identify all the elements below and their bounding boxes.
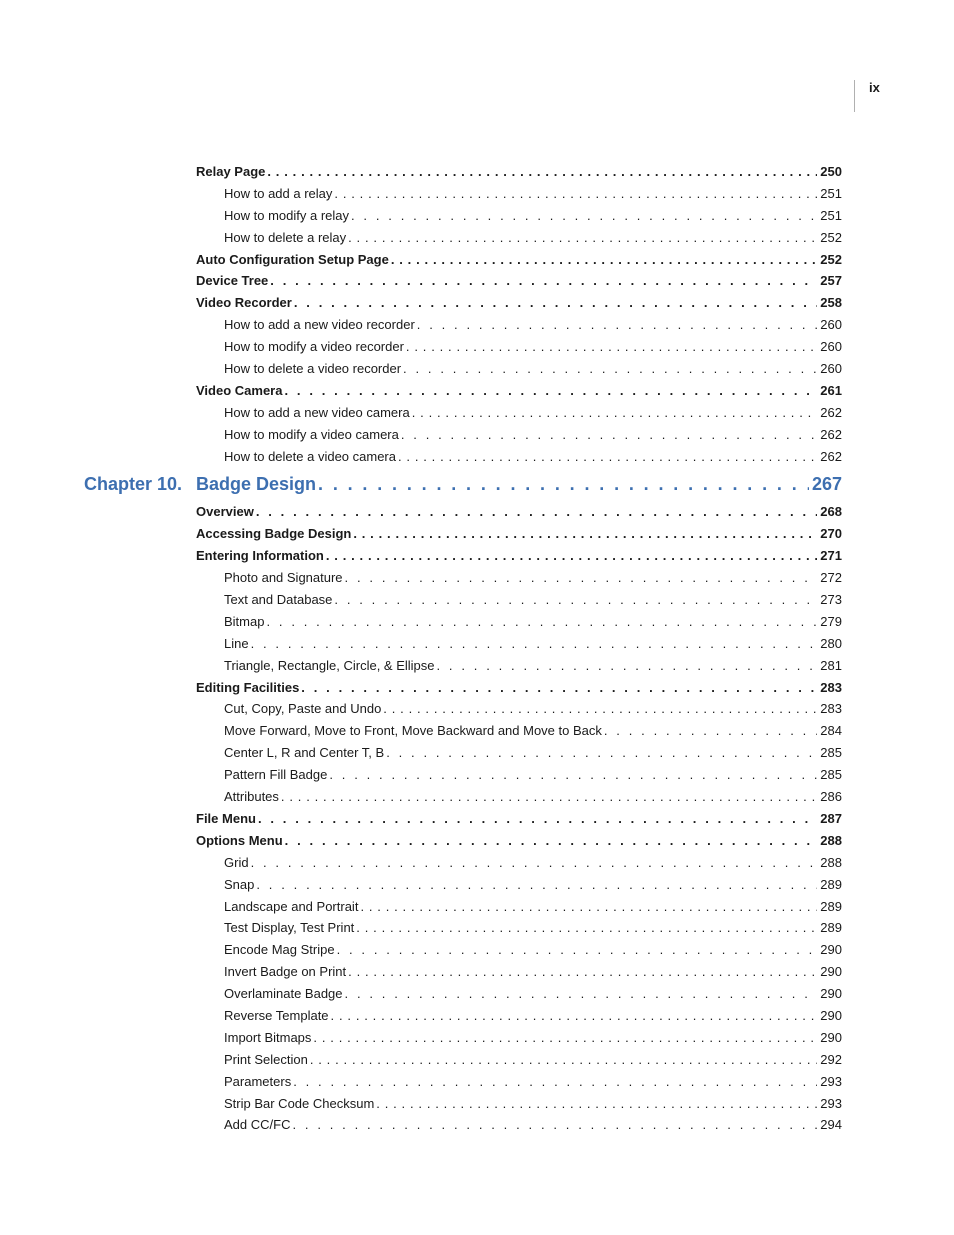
toc-subsection-entry[interactable]: [0, 786, 954, 808]
toc-section-before-chapter: [0, 161, 954, 467]
toc-subsection-entry[interactable]: [0, 720, 954, 742]
toc-entry-page-number: 257: [820, 273, 842, 289]
chapter-title: Badge Design: [196, 474, 317, 495]
toc-entry-title: Entering Information: [196, 548, 324, 564]
toc-subsection-entry[interactable]: [0, 1093, 954, 1115]
toc-subsection-entry[interactable]: [0, 402, 954, 424]
toc-entry-page-number: 262: [820, 426, 842, 442]
dot-leader: [266, 611, 817, 633]
dot-leader: [258, 808, 817, 830]
toc-entry-title: How to add a relay: [224, 185, 333, 201]
toc-entry-title: Encode Mag Stripe: [224, 942, 335, 958]
dot-leader: [406, 336, 817, 358]
toc-entry-title: Print Selection: [224, 1051, 308, 1067]
toc-entry-page-number: 293: [820, 1095, 842, 1111]
dot-leader: [345, 567, 818, 589]
toc-entry-page-number: 281: [820, 657, 842, 673]
toc-entry-title: Attributes: [224, 789, 279, 805]
toc-entry-page-number: 288: [820, 854, 842, 870]
dot-leader: [391, 249, 817, 271]
table-of-contents: [0, 161, 954, 1136]
dot-leader: [251, 852, 818, 874]
toc-subsection-entry[interactable]: [0, 227, 954, 249]
toc-entry-title: How to add a new video recorder: [224, 317, 415, 333]
dot-leader: [310, 1049, 817, 1071]
toc-section-entry[interactable]: [0, 380, 954, 402]
toc-entry-page-number: 289: [820, 898, 842, 914]
toc-subsection-entry[interactable]: [0, 589, 954, 611]
dot-leader: [345, 983, 818, 1005]
toc-section-entry[interactable]: [0, 523, 954, 545]
toc-entry-title: How to add a new video camera: [224, 404, 410, 420]
toc-entry-title: How to delete a relay: [224, 229, 347, 245]
toc-section-entry[interactable]: [0, 808, 954, 830]
toc-entry-title: Grid: [224, 854, 249, 870]
toc-subsection-entry[interactable]: [0, 611, 954, 633]
toc-entry-page-number: 252: [820, 229, 842, 245]
dot-leader: [256, 874, 817, 896]
toc-entry-title: Add CC/FC: [224, 1117, 291, 1133]
toc-entry-page-number: 290: [820, 1029, 842, 1045]
toc-entry-title: Center L, R and Center T, B: [224, 745, 385, 761]
toc-entry-title: Editing Facilities: [196, 679, 300, 695]
toc-entry-page-number: 270: [820, 526, 842, 542]
toc-entry-title: Overlaminate Badge: [224, 986, 343, 1002]
toc-subsection-entry[interactable]: [0, 336, 954, 358]
toc-entry-page-number: 287: [820, 810, 842, 826]
toc-entry-page-number: 271: [820, 548, 842, 564]
toc-section-entry[interactable]: [0, 249, 954, 271]
toc-chapter-entry[interactable]: [0, 467, 954, 501]
toc-entry-page-number: 292: [820, 1051, 842, 1067]
toc-entry-page-number: 286: [820, 789, 842, 805]
toc-entry-page-number: 293: [820, 1073, 842, 1089]
toc-entry-page-number: 290: [820, 964, 842, 980]
dot-leader: [256, 501, 817, 523]
toc-entry-title: Accessing Badge Design: [196, 526, 352, 542]
toc-entry-page-number: 261: [820, 382, 842, 398]
toc-entry-title: Device Tree: [196, 273, 269, 289]
toc-subsection-entry[interactable]: [0, 874, 954, 896]
dot-leader: [360, 896, 817, 918]
toc-subsection-entry[interactable]: [0, 314, 954, 336]
toc-entry-page-number: 258: [820, 295, 842, 311]
toc-subsection-entry[interactable]: [0, 205, 954, 227]
toc-subsection-entry[interactable]: [0, 424, 954, 446]
dot-leader: [398, 446, 817, 468]
toc-section-entry[interactable]: [0, 270, 954, 292]
toc-entry-title: Parameters: [224, 1073, 292, 1089]
toc-subsection-entry[interactable]: [0, 698, 954, 720]
toc-entry-page-number: 285: [820, 767, 842, 783]
toc-entry-title: Options Menu: [196, 832, 283, 848]
dot-leader: [329, 764, 817, 786]
toc-subsection-entry[interactable]: [0, 1005, 954, 1027]
toc-entry-page-number: 251: [820, 185, 842, 201]
dot-leader: [313, 1027, 817, 1049]
toc-entry-title: Strip Bar Code Checksum: [224, 1095, 375, 1111]
toc-entry-page-number: 290: [820, 986, 842, 1002]
toc-subsection-entry[interactable]: [0, 567, 954, 589]
toc-subsection-entry[interactable]: [0, 358, 954, 380]
toc-subsection-entry[interactable]: [0, 852, 954, 874]
dot-leader: [417, 314, 818, 336]
toc-subsection-entry[interactable]: [0, 1049, 954, 1071]
dot-leader: [267, 161, 817, 183]
dot-leader: [337, 939, 818, 961]
toc-subsection-entry[interactable]: [0, 183, 954, 205]
dot-leader: [318, 467, 809, 501]
toc-entry-title: Reverse Template: [224, 1007, 329, 1023]
toc-entry-page-number: 289: [820, 920, 842, 936]
toc-section-entry[interactable]: [0, 161, 954, 183]
toc-subsection-entry[interactable]: [0, 983, 954, 1005]
toc-subsection-entry[interactable]: [0, 742, 954, 764]
dot-leader: [403, 358, 817, 380]
toc-entry-page-number: 290: [820, 942, 842, 958]
header-divider: [854, 80, 855, 112]
toc-subsection-entry[interactable]: [0, 939, 954, 961]
toc-entry-title: How to modify a video camera: [224, 426, 399, 442]
toc-entry-title: Pattern Fill Badge: [224, 767, 328, 783]
toc-entry-page-number: 273: [820, 592, 842, 608]
toc-entry-title: Relay Page: [196, 164, 266, 179]
toc-entry-page-number: 251: [820, 207, 842, 223]
dot-leader: [383, 698, 817, 720]
dot-leader: [386, 742, 817, 764]
toc-subsection-entry[interactable]: [0, 1114, 954, 1136]
dot-leader: [376, 1093, 817, 1115]
toc-subsection-entry[interactable]: [0, 1071, 954, 1093]
toc-entry-page-number: 283: [820, 679, 842, 695]
toc-entry-title: Overview: [196, 504, 254, 520]
dot-leader: [348, 961, 817, 983]
toc-subsection-entry[interactable]: [0, 1027, 954, 1049]
toc-entry-title: Landscape and Portrait: [224, 898, 359, 914]
toc-entry-title: Text and Database: [224, 592, 333, 608]
toc-entry-page-number: 289: [820, 876, 842, 892]
dot-leader: [604, 720, 817, 742]
toc-entry-page-number: 262: [820, 404, 842, 420]
dot-leader: [353, 523, 817, 545]
dot-leader: [351, 205, 817, 227]
toc-entry-page-number: 260: [820, 317, 842, 333]
toc-subsection-entry[interactable]: [0, 896, 954, 918]
toc-subsection-entry[interactable]: [0, 764, 954, 786]
toc-entry-page-number: 260: [820, 361, 842, 377]
page-number: ix: [869, 80, 880, 95]
toc-entry-page-number: 272: [820, 570, 842, 586]
dot-leader: [437, 655, 818, 677]
dot-leader: [292, 1114, 817, 1136]
dot-leader: [285, 830, 818, 852]
toc-section-entry[interactable]: [0, 830, 954, 852]
toc-entry-page-number: 288: [820, 832, 842, 848]
toc-section-entry[interactable]: [0, 292, 954, 314]
toc-entry-title: File Menu: [196, 810, 256, 826]
toc-entry-title: Auto Configuration Setup Page: [196, 251, 389, 267]
toc-entry-title: Snap: [224, 876, 255, 892]
toc-entry-page-number: 268: [820, 504, 842, 520]
dot-leader: [356, 917, 817, 939]
toc-entry-page-number: 290: [820, 1007, 842, 1023]
toc-entry-title: How to delete a video camera: [224, 448, 396, 464]
toc-entry-page-number: 262: [820, 448, 842, 464]
dot-leader: [293, 1071, 817, 1093]
toc-entry-page-number: 280: [820, 635, 842, 651]
toc-entry-title: Video Camera: [196, 382, 283, 398]
toc-subsection-entry[interactable]: [0, 917, 954, 939]
toc-entry-title: How to modify a relay: [224, 207, 349, 223]
toc-entry-title: Video Recorder: [196, 295, 292, 311]
dot-leader: [334, 589, 817, 611]
toc-entry-title: Triangle, Rectangle, Circle, & Ellipse: [224, 657, 435, 673]
toc-section-entry[interactable]: [0, 545, 954, 567]
toc-subsection-entry[interactable]: [0, 633, 954, 655]
toc-entry-title: Photo and Signature: [224, 570, 343, 586]
dot-leader: [326, 545, 817, 567]
toc-entry-title: Bitmap: [224, 613, 265, 629]
dot-leader: [251, 633, 818, 655]
toc-entry-page-number: 285: [820, 745, 842, 761]
dot-leader: [334, 183, 817, 205]
toc-section-entry[interactable]: [0, 677, 954, 699]
dot-leader: [348, 227, 817, 249]
toc-entry-title: Move Forward, Move to Front, Move Backward and Move to Back: [224, 723, 602, 739]
chapter-label: Chapter 10.: [84, 474, 183, 495]
toc-entry-page-number: 294: [820, 1117, 842, 1133]
toc-entry-page-number: 283: [820, 701, 842, 717]
toc-subsection-entry[interactable]: [0, 655, 954, 677]
dot-leader: [331, 1005, 818, 1027]
toc-entry-page-number: 279: [820, 613, 842, 629]
toc-entry-title: How to delete a video recorder: [224, 361, 402, 377]
toc-entry-page-number: 250: [820, 164, 842, 179]
toc-entry-title: Cut, Copy, Paste and Undo: [224, 701, 382, 717]
toc-entry-title: Line: [224, 635, 249, 651]
toc-entry-page-number: 252: [820, 251, 842, 267]
dot-leader: [301, 677, 817, 699]
dot-leader: [412, 402, 818, 424]
toc-entry-page-number: 260: [820, 339, 842, 355]
toc-entry-page-number: 284: [820, 723, 842, 739]
dot-leader: [294, 292, 817, 314]
toc-section-entry[interactable]: [0, 501, 954, 523]
dot-leader: [270, 270, 817, 292]
toc-section-after-chapter: [0, 501, 954, 1136]
dot-leader: [281, 786, 817, 808]
dot-leader: [284, 380, 817, 402]
toc-entry-title: Test Display, Test Print: [224, 920, 355, 936]
toc-entry-title: Import Bitmaps: [224, 1029, 312, 1045]
toc-entry-title: Invert Badge on Print: [224, 964, 347, 980]
toc-subsection-entry[interactable]: [0, 961, 954, 983]
toc-subsection-entry[interactable]: [0, 446, 954, 468]
toc-entry-title: How to modify a video recorder: [224, 339, 404, 355]
dot-leader: [401, 424, 817, 446]
chapter-page-number: 267: [811, 474, 842, 495]
